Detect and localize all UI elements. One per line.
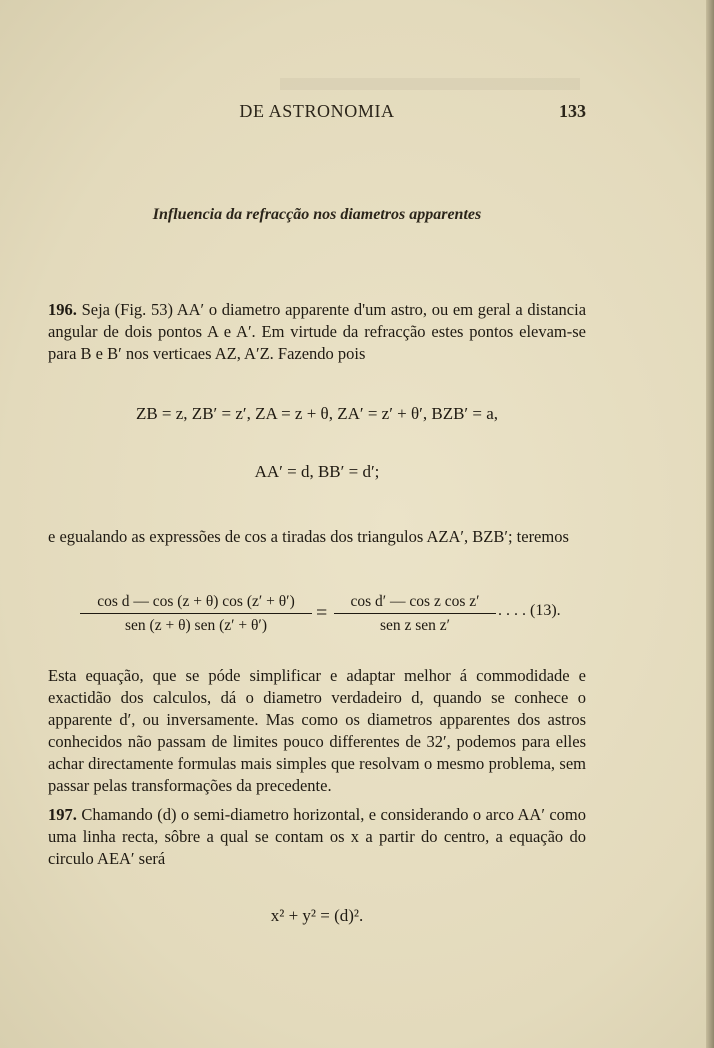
equation-label: . . . . (13). bbox=[498, 602, 561, 619]
show-through-bleed bbox=[280, 78, 580, 90]
page-header bbox=[48, 101, 586, 125]
paragraph-number: 197. bbox=[48, 805, 77, 824]
paragraph-text: Chamando (d) o semi-diametro horizontal, e considerando o arco AA′ como uma linha recta, sôbre a qual se contam os x a partir do centro, a equação do circulo AEA′ será bbox=[48, 805, 587, 868]
formula-circle: x² + y² = (d)². bbox=[270, 906, 364, 925]
left-denominator: sen (z + θ) sen (z′ + θ′) bbox=[125, 617, 267, 634]
section-heading: Influencia da refracção nos diametros apparentes bbox=[152, 206, 482, 223]
page-edge-shadow bbox=[706, 0, 714, 1048]
left-fraction bbox=[80, 593, 312, 635]
equation-13 bbox=[80, 593, 580, 643]
paragraph-simplify: Esta equação, que se póde simplificar e adaptar melhor á commodidade e exactidão dos calculos, dá o diametro verdadeiro d, quando se conhece o apparente d′, ou inversamente. Mas como os diametros apparentes dos astros conhecidos não passam de limites pouco differentes de 32′, podemos para elles achar directamente formulas mais simples que resolvam o mesmo problema, sem passar pelas transformações da precedente. bbox=[48, 666, 586, 795]
running-title: DE ASTRONOMIA bbox=[239, 101, 395, 121]
formula-angles: ZB = z, ZB′ = z′, ZA = z + θ, ZA′ = z′ + θ′, BZB′ = a, bbox=[135, 404, 499, 423]
page-number: 133 bbox=[559, 101, 586, 121]
equals-sign: = bbox=[316, 602, 328, 624]
right-numerator: cos d′ — cos z cos z′ bbox=[334, 593, 496, 614]
paragraph-text: Seja (Fig. 53) AA′ o diametro apparente d'um astro, ou em geral a distancia angular de dois pontos A e A′. Em virtude da refracção estes pontos elevam-se para B e B′ nos verticaes AZ, A′Z. Fazendo pois bbox=[48, 300, 587, 363]
paragraph-197 bbox=[48, 804, 586, 870]
right-fraction bbox=[334, 593, 496, 635]
paragraph-number: 196. bbox=[48, 300, 77, 319]
paragraph-196 bbox=[48, 299, 586, 365]
left-numerator: cos d — cos (z + θ) cos (z′ + θ′) bbox=[80, 593, 312, 614]
formula-distances: AA′ = d, BB′ = d′; bbox=[254, 462, 380, 481]
right-denominator: sen z sen z′ bbox=[379, 617, 451, 634]
paragraph-cos: e egualando as expressões de cos a tiradas dos triangulos AZA′, BZB′; teremos bbox=[48, 527, 569, 546]
